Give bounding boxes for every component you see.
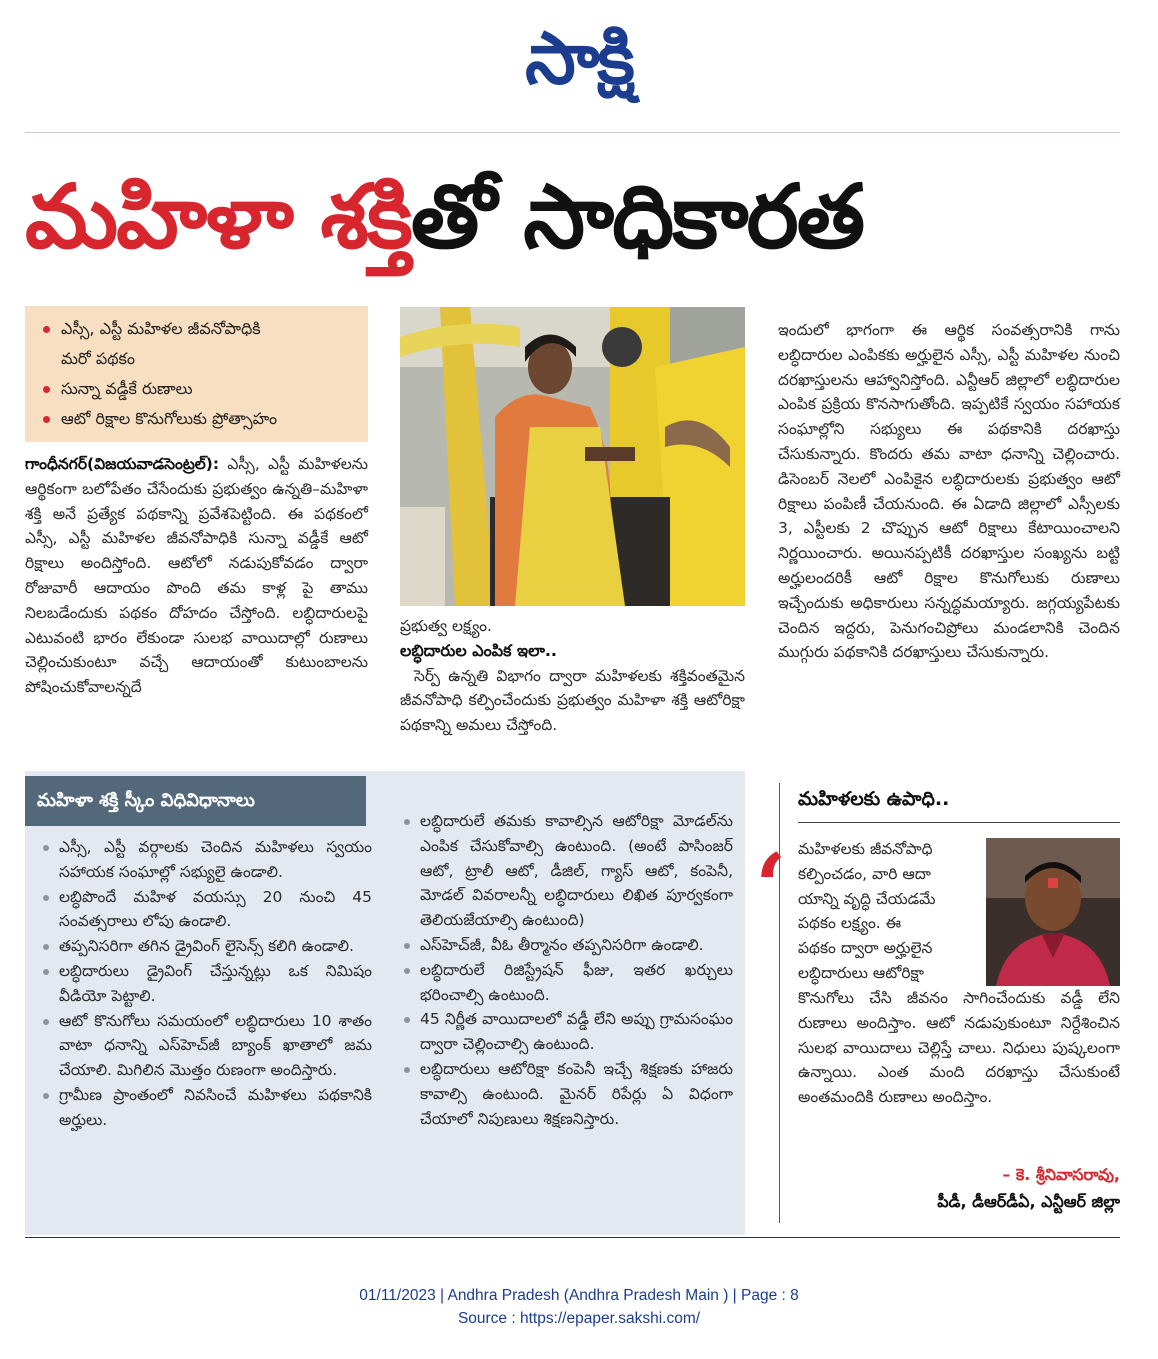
guideline-item: ఎస్‌హెచ్‌జీ, వీఓ తీర్మానం తప్పనిసరిగా ఉండాలి. [398,933,733,958]
guideline-item: లబ్ధిపొందే మహిళ వయస్సు 20 నుంచి 45 సంవత్సరాలు లోపు ఉండాలి. [37,885,372,935]
highlights-box [25,306,368,442]
guidelines-box [25,771,745,1235]
masthead-divider [25,132,1120,133]
opportunity-wide-text [798,986,1120,1110]
section-subhead: లబ్ధిదారుల ఎంపిక ఇలా.. [400,640,557,660]
page-headline [25,152,1120,282]
middle-article [400,614,745,738]
highlight-item-continued: మరో పథకం [61,349,135,368]
official-portrait [986,838,1120,986]
quote-line: యాన్ని వృద్ధి చేయడమే [798,889,936,908]
newspaper-logo: సాక్షి [525,16,633,100]
guideline-item: గ్రామీణ ప్రాంతంలో నివసించే మహిళలు పథకానికి అర్హులు. [37,1083,372,1133]
quote-line: మహిళలకు జీవనోపాధి [798,840,933,858]
quote-line: పథకం ద్వారా అర్హులైన [798,939,933,958]
quote-text: కొనుగోలు చేసి జీవనం సాగించేందుకు వడ్డీ లేని రుణాలు అందిస్తాం. ఆటో నడుపుకుంటూ నిర్దేశించిన సులభ వాయిదాలు చెల్లిస్తే చాలు. నిధులు పుష్కలంగా ఉన్నాయి. ఎంత మంది దరఖాస్తు చేసుకుంటే అంతమందికి రుణాలు అందిస్తాం. [798,989,1120,1107]
woman-in-auto-rickshaw-image [400,307,745,606]
lead-text: ఎస్సీ, ఎస్టీ మహిళలను ఆర్థికంగా బలోపేతం చేసేందుకు ప్రభుత్వం ఉన్నతి–మహిళా శక్తి అనే ప్రత్యేక పథకాన్ని ప్రవేశపెట్టింది. ఈ పథకంలో ఎస్సీ, ఎస్టీ మహిళల జీవనోపాధికి సున్నా వడ్డీకే ఆటో రిక్షాలు అందిస్తోంది. ఆటోలో నడుపుకోవడం ద్వారా రోజువారీ ఆదాయం పొంది తమ కాళ్ల పై తాము నిలబడేందుకు పథకం దోహదం చేస్తోంది. లబ్ధిదారులపై ఎటువంటి భారం లేకుండా సులభ వాయిదాల్లో రుణాలు చెల్లించుకుంటూ వచ్చే ఆదాయంతో కుటుంబాలను పోషించుకోవాలన్నదే [25,455,368,697]
footer-source-link[interactable]: Source : https://epaper.sakshi.com/ [457,1310,701,1327]
quote-mark: ‘ [755,834,787,940]
guideline-item: లబ్ధిదారులు ఆటోరిక్షా కంపెనీ ఇచ్చే శిక్షణకు హాజరు కావాల్సి ఉంటుంది. మైనర్ రిపేర్లు ఏ విధంగా చేయాలో నిపుణులు శిక్షణనిస్తారు. [398,1057,733,1131]
guideline-item: లబ్ధిదారులే తమకు కావాల్సిన ఆటోరిక్షా మోడల్‌ను ఎంపిక చేసుకోవాల్సి ఉంటుంది. (అంటే పాసింజర్ ఆటో, ట్రాలీ ఆటో, డీజిల్, గ్యాస్ ఆటో, కంపెనీ, మోడల్ వివరాలన్నీ లబ్ధిదారులు లిఖిత పూర్వకంగా తెలియజేయాల్సి ఉంటుంది) [398,809,733,933]
guideline-item: లబ్ధిదారులు డ్రైవింగ్ చేస్తున్నట్లు ఒక నిమిషం వీడియో పెట్టాలి. [37,959,372,1009]
guideline-item: ఆటో కొనుగోలు సమయంలో లబ్ధిదారులు 10 శాతం వాటా ధనాన్ని ఎస్‌హెచ్‌జీ బ్యాంక్ ఖాతాలో జమ చేయాలి. మిగిలిన మొత్తం రుణంగా అందిస్తారు. [37,1009,372,1083]
dateline: గాంధీనగర్(విజయవాడసెంట్రల్): [25,455,220,473]
guidelines-list-left [37,835,372,1133]
signature-block [798,1161,1120,1215]
highlight-item: ఎస్సీ, ఎస్టీ మహిళల జీవనోపాధికి [35,314,358,344]
guideline-item: ఎస్సీ, ఎస్టీ వర్గాలకు చెందిన మహిళలు స్వయం సహాయక సంఘాల్లో సభ్యులై ఉండాలి. [37,835,372,885]
portrait-image [986,838,1120,986]
right-text: ఇందులో భాగంగా ఈ ఆర్థిక సంవత్సరానికి గాను లబ్ధిదారుల ఎంపికకు అర్హులైన ఎస్సీ, ఎస్టీ మహిళల నుంచి దరఖాస్తులను ఆహ్వానిస్తోంది. ఎన్టీఆర్ జిల్లాలో లబ్ధిదారుల ఎంపిక ప్రక్రియ కొనసాగుతోంది. ఇప్పటికే స్వయం సహాయక సంఘాల్లోని సభ్యులు ఈ పథకానికి దరఖాస్తు చేసుకున్నారు. కొందరు తమ వాటా ధనాన్ని చెల్లించారు. డిసెంబర్ నెలలో ఎంపికైన లబ్ధిదారులకు ప్రభుత్వం ఆటో రిక్షాలు పంపిణీ చేయనుంది. ఈ ఏడాది జిల్లాలో ఎస్సీలకు 3, ఎస్టీలకు 2 చొప్పున ఆటో రిక్షాలు కేటాయించాలని నిర్ణయించారు. అయినప్పటికీ దరఖాస్తుల సంఖ్యను బట్టి అర్హులందరికీ ఆటో రిక్షాల కొనుగోలుకు రుణాలు ఇచ్చేందుకు అధికారులు సన్నద్ధమయ్యారు. జగ్గయ్యపేటకు చెందిన ఇద్దరు, పెనుగంచిప్రోలు మండలానికి చెందిన ముగ్గురు పథకానికి దరఖాస్తులు చేసుకున్నారు. [778,321,1120,662]
footer-meta: 01/11/2023 | Andhra Pradesh (Andhra Pradesh Main ) | Page : 8 [359,1287,799,1304]
opportunity-narrow-text [798,837,980,986]
quote-line: కల్పించడం, వారి ఆదా [798,864,931,883]
guidelines-title: మహిళా శక్తి స్కీం విధివిధానాలు [25,776,366,826]
signature-title: పీడీ, డీఆర్‌డీఏ, ఎన్టీఆర్ జిల్లా [937,1192,1120,1211]
guidelines-list-right [398,809,733,1131]
auto-rickshaw-photo [400,307,745,606]
signature-name: – కె. శ్రీనివాసరావు, [1002,1165,1120,1184]
middle-text: సెర్ప్ ఉన్నతి విభాగం ద్వారా మహిళలకు శక్తివంతమైన జీవనోపాధి కల్పించేందుకు ప్రభుత్వం మహిళా శక్తి ఆటోరిక్షా పథకాన్ని అమలు చేస్తోంది. [400,666,745,735]
right-article [778,318,1120,665]
opportunity-title: మహిళలకు ఉపాధి.. [798,788,950,810]
guideline-item: తప్పనిసరిగా తగిన డ్రైవింగ్ లైసెన్స్ కలిగి ఉండాలి. [37,934,372,959]
article-bottom-rule [25,1237,1120,1238]
quote-line: పథకం లక్ష్యం. ఈ [798,914,902,933]
highlight-item: సున్నా వడ్డీకే రుణాలు [35,374,358,404]
guideline-item: 45 నిర్ణీత వాయిదాలలో వడ్డీ లేని అప్పు గ్రామసంఘం ద్వారా చెల్లించాల్సి ఉంటుంది. [398,1007,733,1057]
highlight-item: ఆటో రిక్షాల కొనుగోలుకు ప్రోత్సాహం [35,404,358,434]
continued-text: ప్రభుత్వ లక్ష్యం. [400,617,492,635]
opportunity-divider [798,822,1120,823]
lead-article [25,452,368,700]
headline-part-black: తో సాధికారత [410,165,864,268]
guideline-item: లబ్ధిదారులే రిజిస్ట్రేషన్ ఫీజు, ఇతర ఖర్చులు భరించాల్సి ఉంటుంది. [398,958,733,1008]
quote-line: లబ్ధిదారులు ఆటోరిక్షా [798,963,924,982]
headline-part-red: మహిళా శక్తి [25,165,411,268]
